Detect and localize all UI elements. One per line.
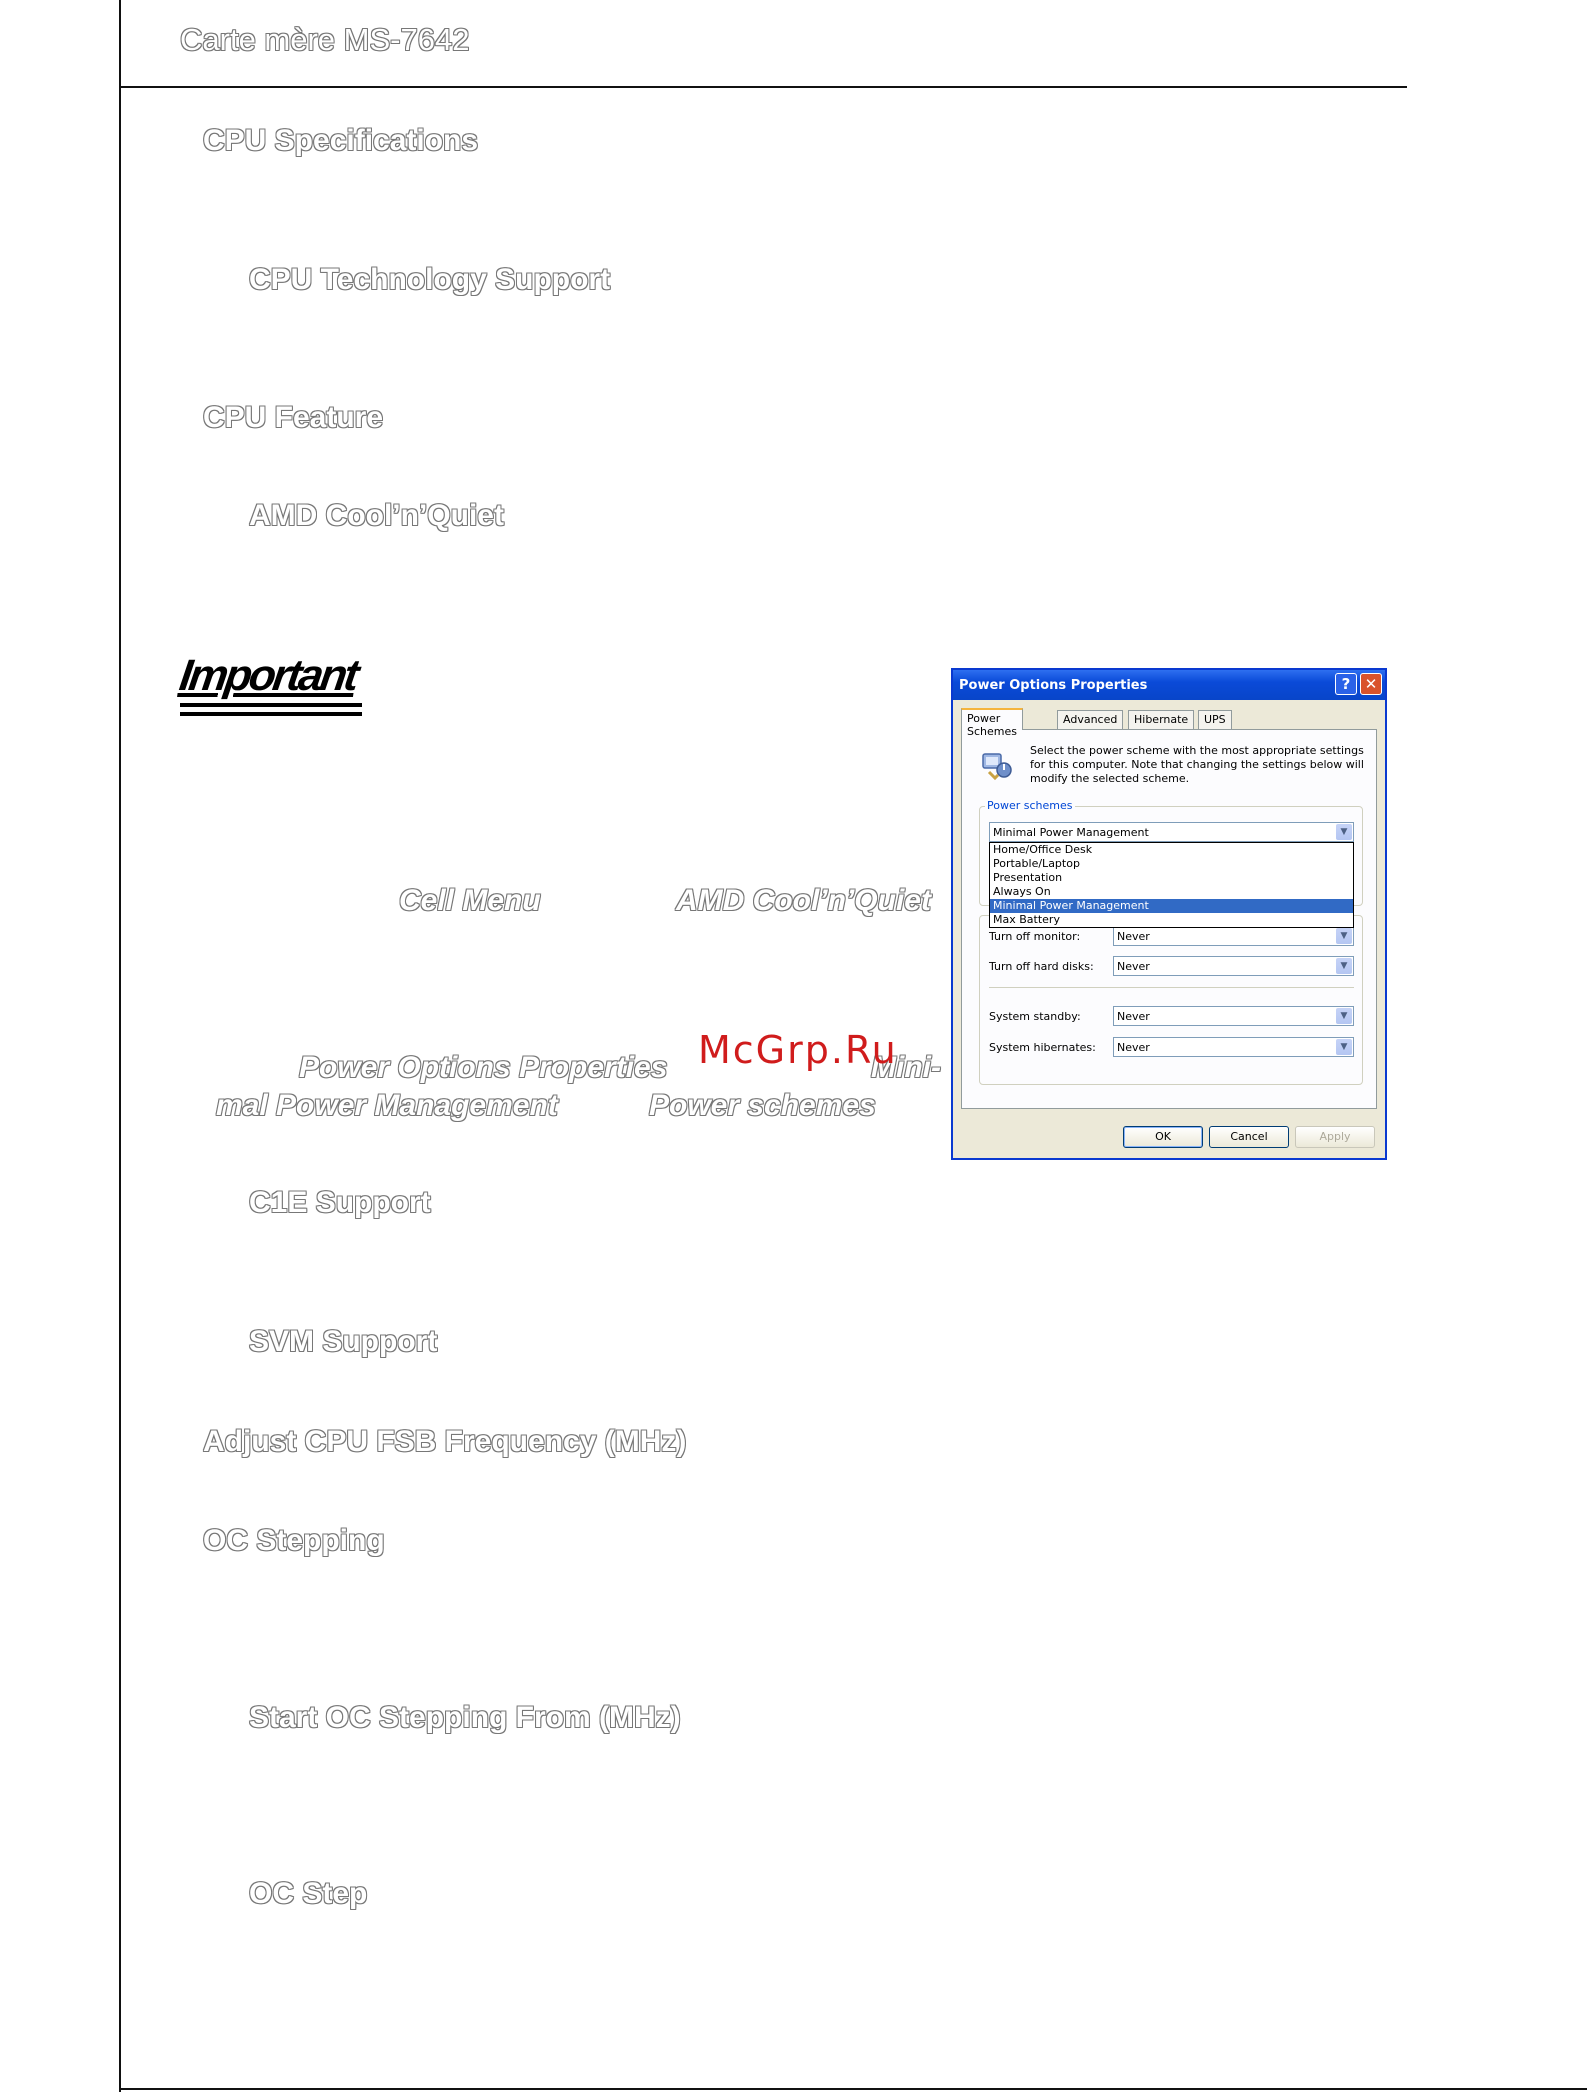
important-underline-2 (180, 712, 362, 716)
ok-button[interactable]: OK (1123, 1126, 1203, 1148)
chevron-down-icon[interactable]: ▼ (1336, 1039, 1352, 1055)
system-hibernates-value: Never (1117, 1041, 1150, 1054)
cancel-button[interactable]: Cancel (1209, 1126, 1289, 1148)
important-label: Important (176, 651, 360, 700)
heading-cpu-specifications: CPU Specifications (203, 124, 479, 157)
option-max-battery[interactable]: Max Battery (993, 913, 1060, 926)
power-scheme-select[interactable] (989, 822, 1354, 842)
tab-power-schemes[interactable]: Power Schemes (961, 708, 1023, 730)
heading-amd-coolnquiet: AMD Cool’n’Quiet (249, 499, 504, 532)
option-always-on[interactable]: Always On (993, 885, 1051, 898)
dialog-title: Power Options Properties (959, 678, 1148, 693)
heading-oc-stepping: OC Stepping (203, 1524, 385, 1557)
page-header-title: Carte mère MS-7642 (180, 22, 470, 57)
heading-c1e-support: C1E Support (249, 1186, 431, 1219)
chevron-down-icon[interactable]: ▼ (1336, 928, 1352, 944)
heading-adjust-cpu-fsb: Adjust CPU FSB Frequency (MHz) (203, 1425, 687, 1458)
heading-svm-support: SVM Support (249, 1325, 438, 1358)
chevron-down-icon[interactable]: ▼ (1336, 1008, 1352, 1024)
turn-off-hard-disks-label: Turn off hard disks: (989, 960, 1094, 973)
option-portable-laptop[interactable]: Portable/Laptop (993, 857, 1080, 870)
turn-off-monitor-label: Turn off monitor: (989, 930, 1081, 943)
option-minimal-power-management[interactable]: Minimal Power Management (990, 899, 1353, 913)
note-power-options-properties: Power Options Properties (299, 1051, 668, 1084)
important-underline-1 (180, 703, 362, 707)
heading-oc-step: OC Step (249, 1877, 368, 1910)
power-scheme-dropdown-list (989, 842, 1354, 928)
heading-start-oc-stepping: Start OC Stepping From (MHz) (249, 1701, 681, 1734)
power-schemes-label: Power schemes (987, 799, 1073, 812)
help-button[interactable]: ? (1335, 673, 1357, 695)
dialog-description: Select the power scheme with the most appropriate settings for this computer. Note that changing the settings below will modify the selected scheme. (1030, 744, 1364, 785)
turn-off-hard-disks-value: Never (1117, 960, 1150, 973)
note-cell-menu: Cell Menu (399, 884, 541, 917)
turn-off-monitor-value: Never (1117, 930, 1150, 943)
system-hibernates-label: System hibernates: (989, 1041, 1096, 1054)
turn-off-monitor-select[interactable] (1113, 926, 1354, 946)
power-scheme-icon (979, 748, 1015, 782)
heading-cpu-feature: CPU Feature (203, 401, 384, 434)
chevron-down-icon[interactable]: ▼ (1336, 824, 1352, 840)
system-hibernates-select[interactable] (1113, 1037, 1354, 1057)
dialog-titlebar[interactable] (953, 670, 1385, 700)
note-minimal-power-management: mal Power Management (216, 1089, 558, 1122)
close-button[interactable]: ✕ (1360, 673, 1382, 695)
tab-ups[interactable]: UPS (1198, 710, 1232, 730)
header-rule (119, 86, 1407, 88)
apply-button[interactable]: Apply (1295, 1126, 1375, 1148)
power-scheme-value: Minimal Power Management (993, 826, 1149, 839)
note-power-schemes: Power schemes (649, 1089, 876, 1122)
important-badge (176, 651, 362, 717)
option-presentation[interactable]: Presentation (993, 871, 1063, 884)
turn-off-hard-disks-select[interactable] (1113, 956, 1354, 976)
tab-hibernate[interactable]: Hibernate (1128, 710, 1194, 730)
system-standby-label: System standby: (989, 1010, 1081, 1023)
footer-rule (119, 2088, 1587, 2090)
tab-advanced[interactable]: Advanced (1057, 710, 1123, 730)
note-mini: Mini- (871, 1051, 941, 1084)
system-standby-select[interactable] (1113, 1006, 1354, 1026)
option-home-office-desk[interactable]: Home/Office Desk (993, 843, 1093, 856)
settings-separator (989, 987, 1354, 988)
page-border-left (119, 0, 121, 2092)
heading-cpu-technology-support: CPU Technology Support (249, 263, 611, 296)
watermark: McGrp.Ru (698, 1028, 898, 1072)
power-options-dialog (951, 668, 1387, 1160)
system-standby-value: Never (1117, 1010, 1150, 1023)
note-amd-coolnquiet: AMD Cool’n’Quiet (676, 884, 931, 917)
chevron-down-icon[interactable]: ▼ (1336, 958, 1352, 974)
